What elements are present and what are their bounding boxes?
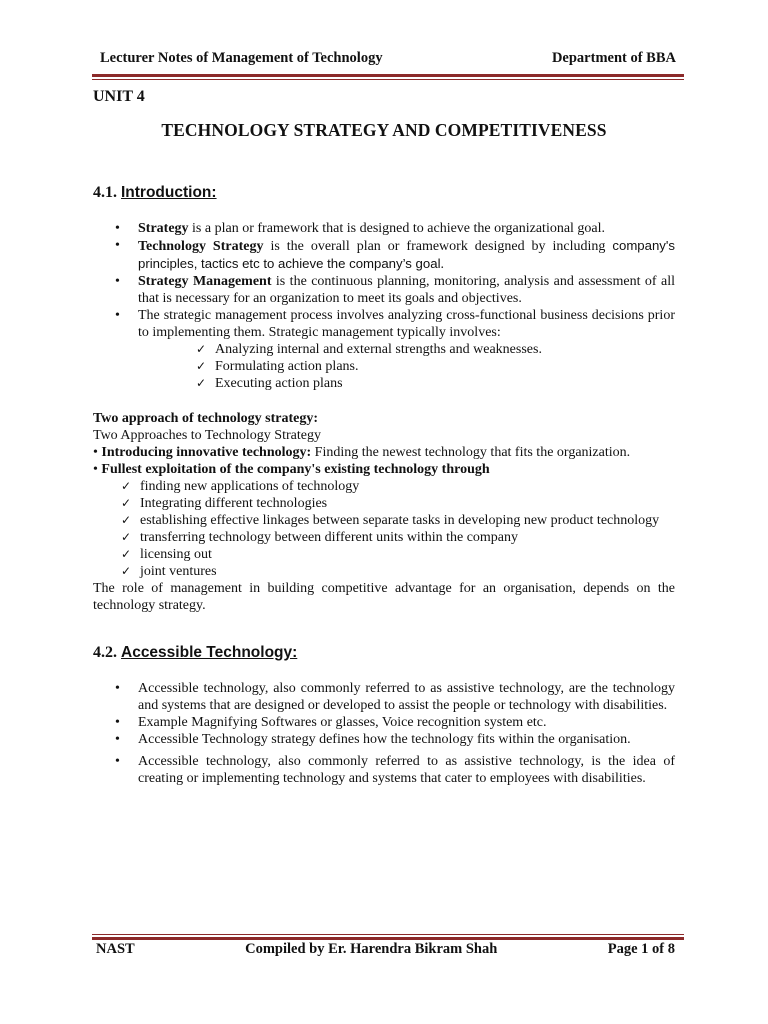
list-item: ✓ transferring technology between different units within the company — [118, 529, 675, 546]
approach-paragraph: • Fullest exploitation of the company's existing technology through — [93, 462, 490, 477]
list-item: ✓ licensing out — [118, 546, 675, 563]
list-item: • Example Magnifying Softwares or glasses, Voice recognition system etc. — [93, 714, 675, 731]
footer-page-number: Page 1 of 8 — [607, 941, 675, 957]
header-rule — [92, 74, 684, 80]
approach-heading: Two approach of technology strategy: — [93, 411, 319, 426]
intro-bullet-list — [93, 220, 675, 341]
main-content — [93, 184, 675, 787]
accessible-bullet-list — [93, 680, 675, 787]
list-item: ✓ Formulating action plans. — [193, 358, 675, 375]
list-item: • The strategic management process involves analyzing cross-functional business decisions prior to implementing them. Strategic management typically involves: — [93, 307, 675, 341]
list-item: ✓ Analyzing internal and external strengths and weaknesses. — [193, 341, 675, 358]
list-item: ✓ establishing effective linkages between separate tasks in developing new product technology — [118, 512, 675, 529]
section-label: Accessible Technology: — [121, 644, 298, 661]
list-item: • Strategy Management is the continuous planning, monitoring, analysis and assessment of all that is necessary for an organization to meet its goals and objectives. — [93, 273, 675, 307]
footer-compiler: Compiled by Er. Harendra Bikram Shah — [245, 941, 498, 957]
management-check-list — [193, 341, 675, 392]
header-department: Department of BBA — [551, 50, 676, 66]
list-item: • Accessible technology, also commonly referred to as assistive technology, are the technology and systems that are designed or developed to assist the people or technology with disabilities. — [93, 680, 675, 714]
page-footer — [96, 941, 675, 958]
list-item: • Accessible Technology strategy defines how the technology fits within the organisation. — [93, 731, 675, 748]
header-course-title: Lecturer Notes of Management of Technology — [100, 50, 383, 66]
closing-paragraph: The role of management in building competitive advantage for an organisation, depends on the technology strategy. — [93, 581, 675, 613]
section-heading-introduction — [93, 184, 675, 201]
list-item: ✓ finding new applications of technology — [118, 478, 675, 495]
list-item: ✓ joint ventures — [118, 563, 675, 580]
approach-subheading: Two Approaches to Technology Strategy — [93, 428, 321, 443]
section-number: 4.2. — [93, 644, 117, 661]
page-header — [100, 50, 676, 70]
footer-institution: NAST — [96, 941, 135, 957]
exploitation-check-list — [118, 478, 675, 580]
footer-rule — [92, 934, 684, 940]
section-number: 4.1. — [93, 184, 117, 201]
list-item: ✓ Integrating different technologies — [118, 495, 675, 512]
list-item: ✓ Executing action plans — [193, 375, 675, 392]
section-heading-accessible — [93, 644, 675, 661]
section-label: Introduction: — [121, 184, 217, 201]
page-title: TECHNOLOGY STRATEGY AND COMPETITIVENESS — [161, 120, 607, 140]
list-item: • Strategy is a plan or framework that is designed to achieve the organizational goal. — [93, 220, 675, 237]
approach-paragraph: • Introducing innovative technology: Finding the newest technology that fits the organization. — [93, 445, 631, 460]
list-item: • Accessible technology, also commonly referred to as assistive technology, is the idea of creating or implementing technology and systems that cater to employees with disabilities. — [93, 753, 675, 787]
unit-label: UNIT 4 — [93, 88, 145, 105]
list-item: • Technology Strategy is the overall plan or framework designed by including company's principles, tactics etc to achieve the company’s goal. — [93, 237, 675, 273]
